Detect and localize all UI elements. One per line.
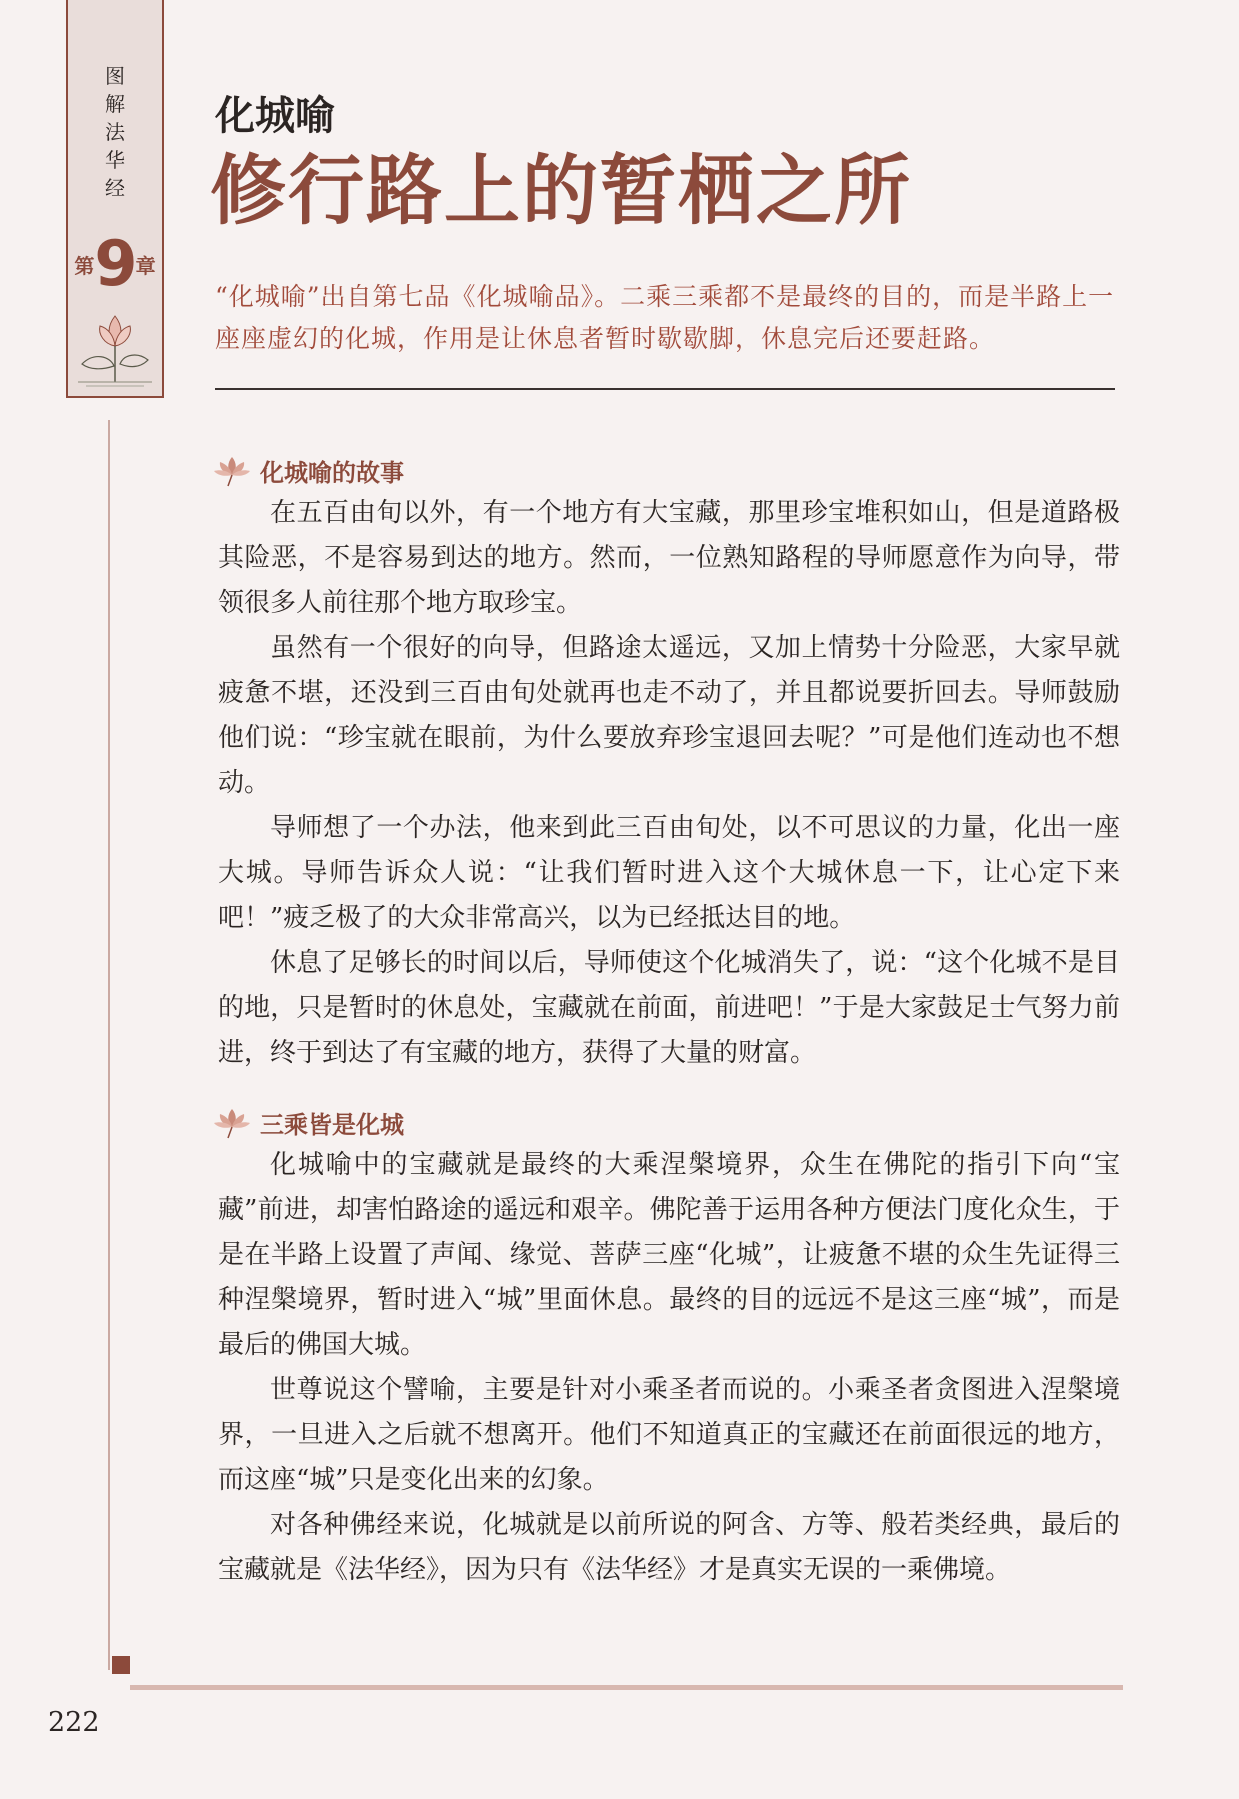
body-paragraph: 对各种佛经来说，化城就是以前所说的阿含、方等、般若类经典，最后的宝藏就是《法华经》，因为只有《法华经》才是真实无误的一乘佛境。 — [218, 1510, 1120, 1585]
page-title: 修行路上的暂栖之所 — [210, 146, 912, 235]
chapter-label — [68, 227, 162, 300]
series-char: 图 — [105, 64, 125, 88]
section-body-three-vehicles — [218, 1143, 1120, 1593]
lotus-bullet-icon — [212, 453, 252, 487]
intro-paragraph: “化城喻”出自第七品《化城喻品》。二乘三乘都不是最终的目的，而是半路上一座座虚幻的化城，作用是让休息者暂时歇歇脚，休息完后还要赶路。 — [215, 282, 1115, 353]
series-char: 解 — [105, 92, 125, 116]
section-heading-story — [212, 450, 404, 490]
header-divider — [215, 388, 1115, 390]
body-paragraph: 休息了足够长的时间以后，导师使这个化城消失了，说：“这个化城不是目的地，只是暂时的休息处，宝藏就在前面，前进吧！”于是大家鼓足士气努力前进，终于到达了有宝藏的地方，获得了大量的财富。 — [218, 948, 1120, 1068]
lotus-bullet-icon — [212, 1105, 252, 1139]
series-char: 法 — [105, 120, 125, 144]
chapter-number: 9 — [94, 227, 136, 300]
section-heading-three-vehicles — [212, 1102, 404, 1142]
body-paragraph: 化城喻中的宝藏就是最终的大乘涅槃境界，众生在佛陀的指引下向“宝藏”前进，却害怕路途的遥远和艰辛。佛陀善于运用各种方便法门度化众生，于是在半路上设置了声闻、缘觉、菩萨三座“化城”，让疲惫不堪的众生先证得三种涅槃境界，暂时进入“城”里面休息。最终的目的远远不是这三座“城”，而是最后的佛国大城。 — [218, 1150, 1120, 1360]
series-title — [68, 62, 162, 202]
series-char: 经 — [105, 176, 125, 200]
series-char: 华 — [105, 148, 125, 172]
body-paragraph: 导师想了一个办法，他来到此三百由旬处，以不可思议的力量，化出一座大城。导师告诉众人说：“让我们暂时进入这个大城休息一下，让心定下来吧！”疲乏极了的大众非常高兴，以为已经抵达目的地。 — [218, 813, 1120, 933]
lotus-illustration-icon — [74, 308, 156, 390]
page-number: 222 — [48, 1707, 100, 1738]
body-paragraph: 在五百由旬以外，有一个地方有大宝藏，那里珍宝堆积如山，但是道路极其险恶，不是容易到达的地方。然而，一位熟知路程的导师愿意作为向导，带领很多人前往那个地方取珍宝。 — [218, 498, 1120, 618]
side-vertical-rule — [108, 420, 110, 1670]
section-subtitle: 化城喻 — [215, 92, 335, 139]
chapter-sidebar-tab — [66, 0, 164, 398]
chapter-suffix: 章 — [135, 254, 156, 278]
body-paragraph: 虽然有一个很好的向导，但路途太遥远，又加上情势十分险恶，大家早就疲惫不堪，还没到三百由旬处就再也走不动了，并且都说要折回去。导师鼓励他们说：“珍宝就在眼前，为什么要放弃珍宝退回去呢？”可是他们连动也不想动。 — [218, 633, 1120, 798]
footer-rule — [130, 1685, 1123, 1690]
section-heading-text: 三乘皆是化城 — [260, 1110, 404, 1139]
section-body-story — [218, 491, 1120, 1076]
side-square-marker — [112, 1656, 130, 1674]
section-heading-text: 化城喻的故事 — [260, 458, 404, 487]
body-paragraph: 世尊说这个譬喻，主要是针对小乘圣者而说的。小乘圣者贪图进入涅槃境界，一旦进入之后就不想离开。他们不知道真正的宝藏还在前面很远的地方，而这座“城”只是变化出来的幻象。 — [218, 1375, 1120, 1495]
chapter-prefix: 第 — [74, 254, 95, 278]
